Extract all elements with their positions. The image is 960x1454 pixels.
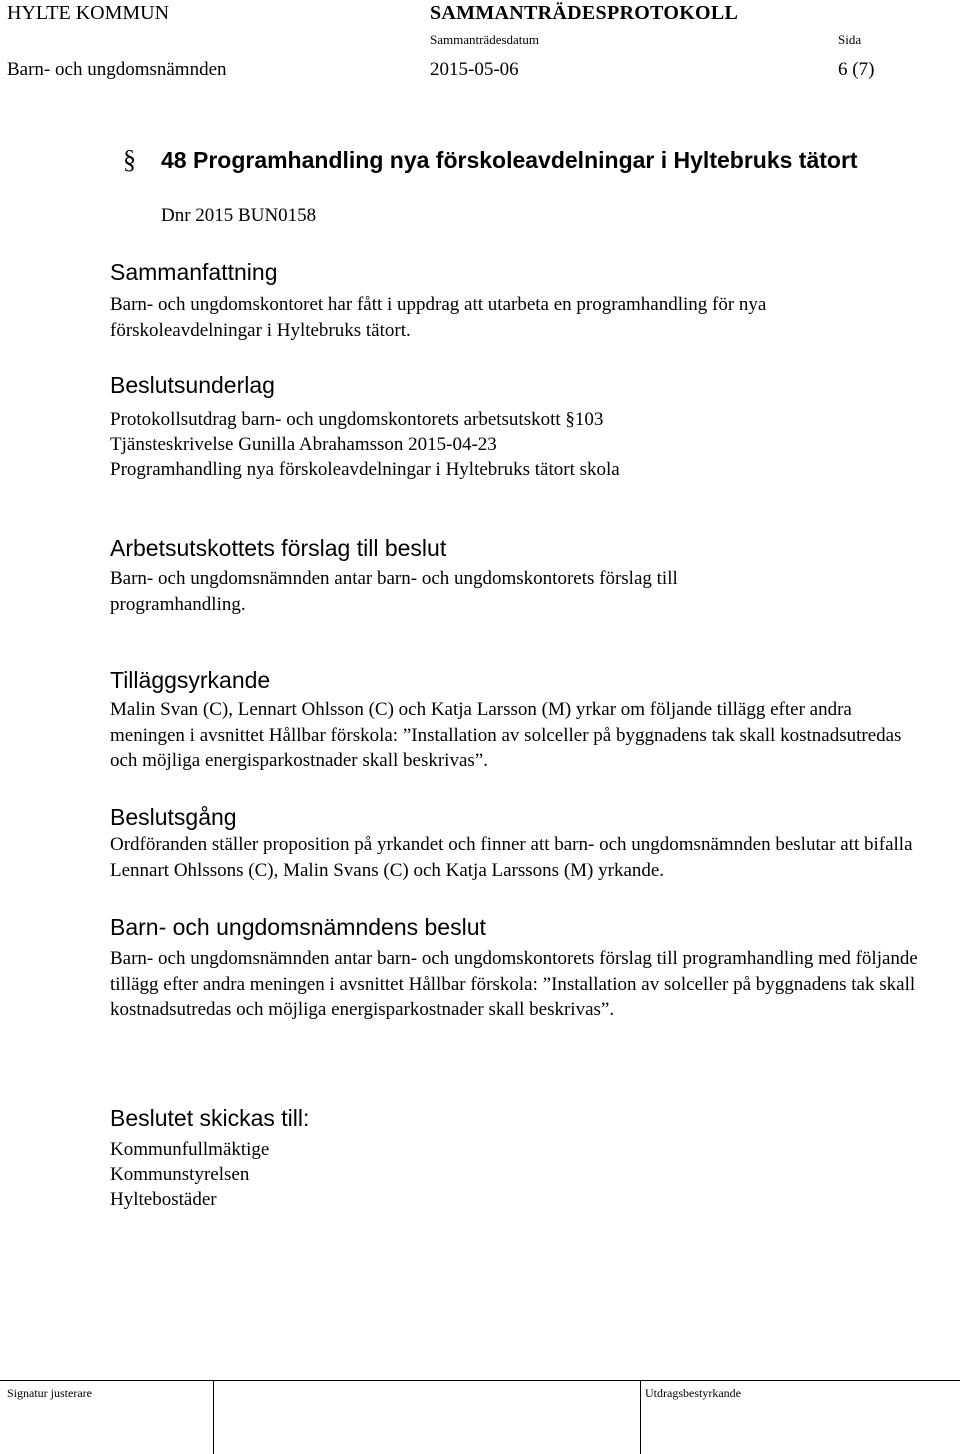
amendment-heading: Tilläggsyrkande bbox=[110, 667, 271, 693]
footer-divider bbox=[640, 1380, 641, 1454]
signature-label: Signatur justerare bbox=[7, 1386, 92, 1400]
meeting-date: 2015-05-06 bbox=[430, 59, 519, 80]
summary-heading: Sammanfattning bbox=[110, 259, 278, 285]
list-item: Kommunfullmäktige bbox=[110, 1139, 270, 1160]
committee-proposal-text: Barn- och ungdomsnämnden antar barn- och ungdomskontorets förslag till programhandling. bbox=[110, 568, 678, 615]
footer-top-rule bbox=[0, 1380, 960, 1381]
summary-text: Barn- och ungdomskontoret har fått i uppdrag att utarbeta en programhandling för nya förskoleavdelningar i Hyltebruks tätort. bbox=[110, 294, 767, 341]
basis-heading: Beslutsunderlag bbox=[110, 372, 275, 398]
extract-label: Utdragsbestyrkande bbox=[645, 1386, 741, 1400]
footer-divider bbox=[213, 1380, 214, 1454]
list-item: Kommunstyrelsen bbox=[110, 1164, 250, 1185]
decision-process-heading: Beslutsgång bbox=[110, 804, 237, 830]
case-number: Dnr 2015 BUN0158 bbox=[161, 205, 317, 226]
list-item: Tjänsteskrivelse Gunilla Abrahamsson 2015-04-23 bbox=[110, 434, 497, 455]
organization-name: HYLTE KOMMUN bbox=[7, 2, 170, 24]
list-item: Programhandling nya förskoleavdelningar i Hyltebruks tätort skola bbox=[110, 459, 620, 480]
item-title: 48 Programhandling nya förskoleavdelningar i Hyltebruks tätort bbox=[161, 147, 858, 173]
date-label: Sammanträdesdatum bbox=[430, 32, 540, 47]
decision-heading: Barn- och ungdomsnämndens beslut bbox=[110, 914, 486, 940]
page-label: Sida bbox=[838, 32, 862, 47]
document-type: SAMMANTRÄDESPROTOKOLL bbox=[430, 2, 739, 24]
recipient-list bbox=[110, 1137, 269, 1212]
amendment-text: Malin Svan (C), Lennart Ohlsson (C) och Katja Larsson (M) yrkar om följande tillägg efter andra meningen i avsnittet Hållbar förskola: ”Installation av solceller på byggnadens tak skall kostnadsutredas och möjliga energisparkostnader skall beskrivas”. bbox=[110, 699, 902, 771]
basis-list bbox=[110, 407, 620, 482]
list-item: Hyltebostäder bbox=[110, 1189, 217, 1210]
page-number: 6 (7) bbox=[838, 59, 875, 80]
list-item: Protokollsutdrag barn- och ungdomskontorets arbetsutskott §103 bbox=[110, 409, 604, 430]
decision-process-text: Ordföranden ställer proposition på yrkandet och finner att barn- och ungdomsnämnden beslutar att bifalla Lennart Ohlssons (C), Malin Svans (C) och Katja Larssons (M) yrkande. bbox=[110, 834, 913, 881]
committee-name: Barn- och ungdomsnämnden bbox=[7, 59, 227, 80]
distribution-heading: Beslutet skickas till: bbox=[110, 1105, 310, 1131]
section-mark: § bbox=[123, 145, 136, 174]
decision-text: Barn- och ungdomsnämnden antar barn- och ungdomskontorets förslag till programhandling med följande tillägg efter andra meningen i avsnittet Hållbar förskola: ”Installation av solceller på byggnadens tak skall kostnadsutredas och möjliga energisparkostnader skall beskrivas”. bbox=[110, 948, 918, 1020]
committee-proposal-heading: Arbetsutskottets förslag till beslut bbox=[110, 535, 447, 561]
